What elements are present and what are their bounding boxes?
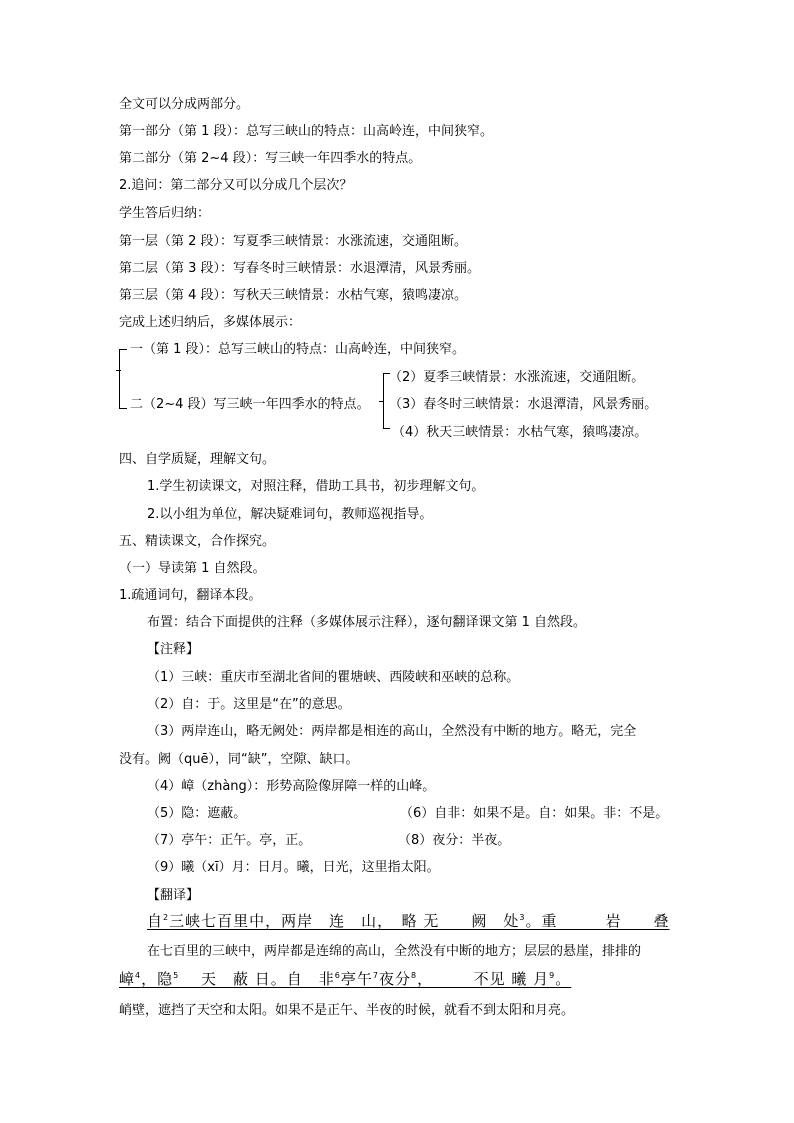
original-text-line-1 [147,912,670,930]
note-marker: 6 [334,971,341,980]
note-3-line-2: 没有。阙（quē），同“缺”，空隙、缺口。 [119,752,359,767]
note-4: （4）嶂（zhàng）：形势高险像屏障一样的山峰。 [147,779,436,794]
note-marker: 5 [173,971,180,980]
note-7: （7）亭午：正午。亭，正。 [147,833,312,848]
original-text-segment: 亭午 [340,970,373,988]
layer-one-line: 第一层（第 2 段）：写夏季三峡情景：水涨流速，交通阻断。 [119,234,468,249]
outline-part-one: 一（第 1 段）：总写三峡山的特点：山高岭连，中间狭窄。 [130,342,466,357]
outline-sub-autumn: （4）秋天三峡情景：水枯气寒，猿鸣凄凉。 [392,425,648,440]
original-text-segment: 三峡七百里中，两岸 连 山， 略 无 阙 处 [169,912,520,930]
original-text-line-2 [119,970,571,988]
section-five-title: 五、精读课文，合作探究。 [119,534,276,549]
part-two-line: 第二部分（第 2~4 段）：写三峡一年四季水的特点。 [119,151,422,166]
notes-heading: 【注释】 [147,642,200,657]
student-summary-label: 学生答后归纳： [119,206,211,221]
original-text-segment: ，隐 [141,970,174,988]
note-6: （6）自非：如果不是。自：如果。非：不是。 [400,806,669,821]
note-marker: 7 [372,971,379,980]
outline-sub-summer: （2）夏季三峡情景：水涨流速，交通阻断。 [389,370,645,385]
section-five-subtitle: （一）导读第 1 自然段。 [119,561,266,576]
original-text-segment: 自 [147,912,164,930]
translation-heading: 【翻译】 [147,888,200,903]
note-marker: 2 [163,913,170,922]
original-text-segment: 夜分 [378,970,411,988]
part-one-line: 第一部分（第 1 段）：总写三峡山的特点：山高岭连，中间狭窄。 [119,124,494,139]
translation-line-1: 在七百里的三峡中，两岸都是连绵的高山，全然没有中断的地方；层层的悬崖，排排的 [147,944,642,959]
note-8: （8）夜分：半夜。 [398,833,511,848]
section-four-item-1: 1.学生初读课文，对照注释，借助工具书，初步理解文句。 [147,479,485,494]
outline-brace-small-tick [379,401,384,402]
section-four-item-2: 2.以小组为单位，解决疑难词句，教师巡视指导。 [147,507,433,522]
note-marker: 8 [410,971,418,980]
section-four-title: 四、自学质疑，理解文句。 [119,452,276,467]
multimedia-intro: 完成上述归纳后，多媒体展示： [119,315,302,330]
note-marker: 9 [549,971,556,980]
follow-up-question: 2.追问：第二部分又可以分成几个层次？ [119,178,353,193]
note-3-line-1: （3）两岸连山，略无阙处：两岸都是相连的高山，全然没有中断的地方。略无，完全 [147,724,637,739]
section-five-task: 布置：结合下面提供的注释（多媒体展示注释），逐句翻译课文第 1 自然段。 [147,615,587,630]
summary-line: 全文可以分成两部分。 [119,97,250,112]
note-marker: 3 [519,913,526,922]
outline-sub-spring-winter: （3）春冬时三峡情景：水退潭清，风景秀丽。 [389,397,658,412]
layer-three-line: 第三层（第 4 段）：写秋天三峡情景：水枯气寒，猿鸣凄凉。 [119,288,468,303]
original-text-segment: 。 [555,970,572,988]
original-text-segment: 。重 岩 叠 [525,912,670,930]
note-marker: 4 [135,971,142,980]
original-text-segment: ， 不见 曦 月 [417,970,550,988]
note-5: （5）隐：遮蔽。 [147,806,247,821]
note-9: （9）曦（xī）月：日月。曦，日光，这里指太阳。 [147,860,440,875]
outline-part-two: 二（2~4 段）写三峡一年四季水的特点。 [130,397,370,412]
note-1: （1）三峡：重庆市至湖北省间的瞿塘峡、西陵峡和巫峡的总称。 [147,670,520,685]
original-text-segment: 嶂 [119,970,136,988]
outline-brace-large [119,349,127,409]
layer-two-line: 第二层（第 3 段）：写春冬时三峡情景：水退潭清，风景秀丽。 [119,261,481,276]
original-text-segment: 天 蔽 日。自 非 [179,970,335,988]
translation-line-2: 峭壁，遮挡了天空和太阳。如果不是正午、半夜的时候，就看不到太阳和月亮。 [119,1003,575,1018]
note-2: （2）自：于。这里是“在”的意思。 [147,697,351,712]
outline-brace-large-tick [116,370,121,371]
section-five-item-1: 1.疏通词句，翻译本段。 [119,588,262,603]
